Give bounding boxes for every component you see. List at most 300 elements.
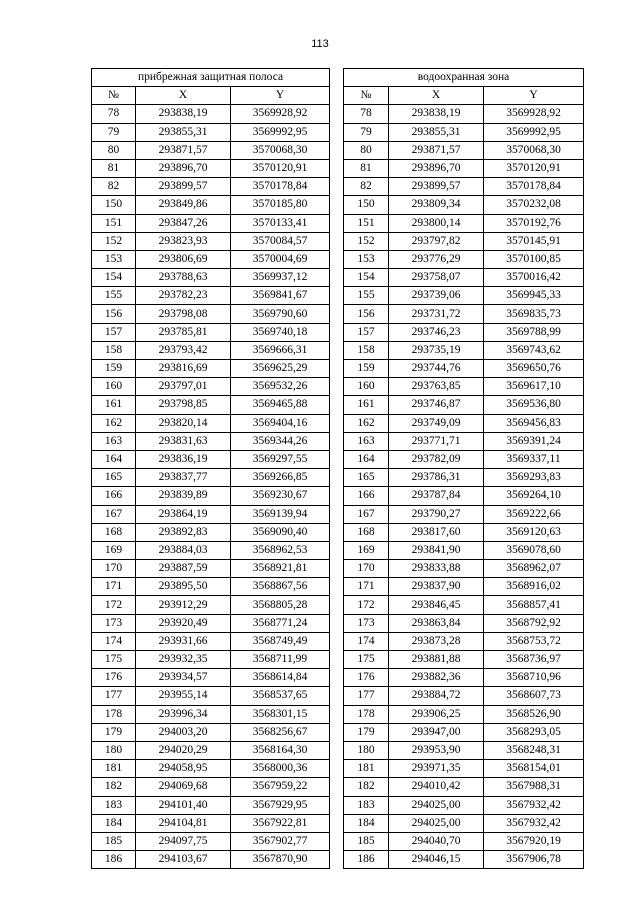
cell-x: 293839,89: [136, 487, 231, 505]
cell-x: 293873,28: [389, 632, 484, 650]
cell-y: 3569617,10: [484, 378, 584, 396]
cell-y: 3568749,49: [231, 632, 330, 650]
table-row: [92, 159, 330, 177]
cell-y: 3569222,66: [484, 505, 584, 523]
cell-x: 293823,93: [136, 232, 231, 250]
cell-number: 185: [92, 832, 136, 850]
column-header-number: №: [92, 87, 136, 105]
cell-y: 3569666,31: [231, 341, 330, 359]
cell-x: 293838,19: [389, 105, 484, 123]
cell-x: 293797,01: [136, 378, 231, 396]
cell-x: 293758,07: [389, 269, 484, 287]
table-row: [92, 723, 330, 741]
cell-x: 293855,31: [389, 123, 484, 141]
cell-x: 294101,40: [136, 796, 231, 814]
cell-number: 153: [92, 250, 136, 268]
cell-y: 3569456,83: [484, 414, 584, 432]
cell-y: 3570016,42: [484, 269, 584, 287]
cell-y: 3568256,67: [231, 723, 330, 741]
table-row: [344, 614, 584, 632]
table-row: [92, 269, 330, 287]
cell-x: 293934,57: [136, 669, 231, 687]
cell-y: 3569266,85: [231, 469, 330, 487]
cell-y: 3568753,72: [484, 632, 584, 650]
cell-number: 161: [344, 396, 389, 414]
cell-number: 168: [92, 523, 136, 541]
cell-number: 151: [92, 214, 136, 232]
cell-x: 293896,70: [136, 159, 231, 177]
cell-number: 180: [92, 741, 136, 759]
cell-y: 3568248,31: [484, 741, 584, 759]
table-row: [92, 832, 330, 850]
cell-number: 167: [92, 505, 136, 523]
table-row: [92, 705, 330, 723]
cell-x: 293899,57: [136, 178, 231, 196]
table-row: [344, 323, 584, 341]
cell-y: 3568857,41: [484, 596, 584, 614]
cell-x: 294040,70: [389, 832, 484, 850]
cell-y: 3570185,80: [231, 196, 330, 214]
cell-number: 152: [92, 232, 136, 250]
cell-y: 3569650,76: [484, 360, 584, 378]
cell-x: 293800,14: [389, 214, 484, 232]
table-row: [92, 614, 330, 632]
cell-x: 293787,84: [389, 487, 484, 505]
cell-y: 3570084,57: [231, 232, 330, 250]
cell-number: 163: [92, 432, 136, 450]
cell-x: 293849,86: [136, 196, 231, 214]
cell-number: 153: [344, 250, 389, 268]
cell-number: 170: [92, 560, 136, 578]
cell-y: 3569297,55: [231, 450, 330, 468]
cell-number: 158: [344, 341, 389, 359]
table-row: [344, 814, 584, 832]
table-row: [344, 123, 584, 141]
table-title: водоохранная зона: [344, 69, 584, 87]
table-row: [344, 796, 584, 814]
table-row: [344, 651, 584, 669]
cell-y: 3570004,69: [231, 250, 330, 268]
table-row: [92, 778, 330, 796]
table-row: [344, 141, 584, 159]
cell-y: 3570178,84: [484, 178, 584, 196]
table-row: [92, 687, 330, 705]
cell-y: 3567932,42: [484, 796, 584, 814]
table-row: [344, 723, 584, 741]
cell-x: 293882,36: [389, 669, 484, 687]
cell-number: 185: [344, 832, 389, 850]
cell-y: 3567929,95: [231, 796, 330, 814]
cell-y: 3569404,16: [231, 414, 330, 432]
cell-number: 80: [344, 141, 389, 159]
cell-x: 293746,23: [389, 323, 484, 341]
cell-number: 157: [92, 323, 136, 341]
cell-x: 293955,14: [136, 687, 231, 705]
cell-y: 3569992,95: [231, 123, 330, 141]
cell-number: 165: [92, 469, 136, 487]
cell-number: 80: [92, 141, 136, 159]
cell-number: 169: [92, 541, 136, 559]
cell-number: 157: [344, 323, 389, 341]
table-row: [92, 505, 330, 523]
table-row: [92, 287, 330, 305]
cell-number: 162: [344, 414, 389, 432]
cell-number: 176: [344, 669, 389, 687]
cell-x: 293892,83: [136, 523, 231, 541]
cell-number: 178: [92, 705, 136, 723]
cell-y: 3568736,97: [484, 651, 584, 669]
cell-number: 81: [344, 159, 389, 177]
cell-x: 293996,34: [136, 705, 231, 723]
cell-y: 3569337,11: [484, 450, 584, 468]
cell-x: 293836,19: [136, 450, 231, 468]
table-row: [92, 760, 330, 778]
cell-y: 3567922,81: [231, 814, 330, 832]
table-row: [92, 214, 330, 232]
table-row: [92, 741, 330, 759]
cell-number: 78: [92, 105, 136, 123]
cell-y: 3570068,30: [231, 141, 330, 159]
cell-number: 182: [344, 778, 389, 796]
cell-x: 293798,85: [136, 396, 231, 414]
cell-y: 3570192,76: [484, 214, 584, 232]
column-header-y: Y: [484, 87, 584, 105]
cell-y: 3568607,73: [484, 687, 584, 705]
table-row: [344, 214, 584, 232]
cell-x: 293790,27: [389, 505, 484, 523]
column-header-x: X: [389, 87, 484, 105]
cell-x: 293887,59: [136, 560, 231, 578]
cell-number: 78: [344, 105, 389, 123]
cell-x: 293899,57: [389, 178, 484, 196]
cell-y: 3568301,15: [231, 705, 330, 723]
cell-x: 293744,76: [389, 360, 484, 378]
table-row: [344, 560, 584, 578]
table-row: [92, 469, 330, 487]
cell-number: 154: [92, 269, 136, 287]
cell-x: 294025,00: [389, 814, 484, 832]
cell-y: 3569841,67: [231, 287, 330, 305]
table-row: [344, 469, 584, 487]
cell-x: 294003,20: [136, 723, 231, 741]
cell-y: 3567932,42: [484, 814, 584, 832]
cell-number: 159: [92, 360, 136, 378]
cell-number: 181: [92, 760, 136, 778]
table-row: [344, 760, 584, 778]
cell-number: 150: [344, 196, 389, 214]
table-row: [344, 196, 584, 214]
cell-number: 175: [92, 651, 136, 669]
cell-x: 293953,90: [389, 741, 484, 759]
cell-x: 293947,00: [389, 723, 484, 741]
cell-number: 152: [344, 232, 389, 250]
cell-y: 3568771,24: [231, 614, 330, 632]
table-row: [92, 105, 330, 123]
table-row: [92, 232, 330, 250]
cell-x: 293820,14: [136, 414, 231, 432]
table-row: [344, 505, 584, 523]
cell-x: 293731,72: [389, 305, 484, 323]
cell-number: 173: [92, 614, 136, 632]
cell-number: 167: [344, 505, 389, 523]
cell-y: 3568000,36: [231, 760, 330, 778]
cell-y: 3569625,29: [231, 360, 330, 378]
cell-y: 3568711,99: [231, 651, 330, 669]
cell-number: 81: [92, 159, 136, 177]
cell-x: 293806,69: [136, 250, 231, 268]
page-number: 113: [311, 38, 329, 50]
table-row: [92, 578, 330, 596]
cell-y: 3568921,81: [231, 560, 330, 578]
cell-x: 293816,69: [136, 360, 231, 378]
cell-number: 171: [344, 578, 389, 596]
cell-y: 3569532,26: [231, 378, 330, 396]
table-row: [344, 378, 584, 396]
cell-x: 293788,63: [136, 269, 231, 287]
cell-x: 294103,67: [136, 851, 231, 869]
cell-number: 179: [92, 723, 136, 741]
table-row: [344, 523, 584, 541]
cell-x: 293971,35: [389, 760, 484, 778]
cell-x: 293863,84: [389, 614, 484, 632]
cell-x: 293838,19: [136, 105, 231, 123]
cell-number: 178: [344, 705, 389, 723]
cell-y: 3569264,10: [484, 487, 584, 505]
cell-x: 293895,50: [136, 578, 231, 596]
table-row: [92, 541, 330, 559]
cell-y: 3567906,78: [484, 851, 584, 869]
table-row: [344, 159, 584, 177]
cell-x: 293855,31: [136, 123, 231, 141]
coastal-protection-strip-table: [91, 68, 330, 869]
cell-y: 3567988,31: [484, 778, 584, 796]
table-row: [344, 741, 584, 759]
cell-number: 184: [92, 814, 136, 832]
cell-y: 3567870,90: [231, 851, 330, 869]
table-row: [92, 323, 330, 341]
cell-x: 293771,71: [389, 432, 484, 450]
cell-x: 293785,81: [136, 323, 231, 341]
table-row: [344, 105, 584, 123]
table-row: [92, 396, 330, 414]
table-row: [344, 851, 584, 869]
cell-y: 3570120,91: [231, 159, 330, 177]
cell-y: 3570068,30: [484, 141, 584, 159]
cell-number: 172: [344, 596, 389, 614]
cell-number: 165: [344, 469, 389, 487]
table-row: [92, 432, 330, 450]
cell-y: 3570100,85: [484, 250, 584, 268]
cell-y: 3568537,65: [231, 687, 330, 705]
cell-x: 294097,75: [136, 832, 231, 850]
cell-x: 293932,35: [136, 651, 231, 669]
cell-x: 293793,42: [136, 341, 231, 359]
cell-y: 3569139,94: [231, 505, 330, 523]
cell-x: 293831,63: [136, 432, 231, 450]
cell-y: 3569788,99: [484, 323, 584, 341]
cell-number: 79: [92, 123, 136, 141]
cell-x: 293749,09: [389, 414, 484, 432]
cell-y: 3568526,90: [484, 705, 584, 723]
table-row: [92, 414, 330, 432]
table-row: [92, 341, 330, 359]
cell-number: 174: [92, 632, 136, 650]
cell-x: 294058,95: [136, 760, 231, 778]
cell-number: 181: [344, 760, 389, 778]
table-row: [92, 560, 330, 578]
table-row: [92, 123, 330, 141]
cell-y: 3568867,56: [231, 578, 330, 596]
table-row: [92, 669, 330, 687]
cell-x: 293739,06: [389, 287, 484, 305]
cell-x: 293786,31: [389, 469, 484, 487]
cell-x: 293837,77: [136, 469, 231, 487]
cell-y: 3569945,33: [484, 287, 584, 305]
cell-x: 293881,88: [389, 651, 484, 669]
table-row: [344, 341, 584, 359]
cell-y: 3568710,96: [484, 669, 584, 687]
table-row: [344, 832, 584, 850]
cell-y: 3569536,80: [484, 396, 584, 414]
table-row: [344, 687, 584, 705]
table-row: [344, 596, 584, 614]
table-row: [92, 450, 330, 468]
cell-number: 179: [344, 723, 389, 741]
table-row: [92, 523, 330, 541]
cell-y: 3568154,01: [484, 760, 584, 778]
cell-x: 293871,57: [136, 141, 231, 159]
cell-x: 293884,03: [136, 541, 231, 559]
table-body: [92, 105, 330, 869]
column-header-y: Y: [231, 87, 330, 105]
table-title: прибрежная защитная полоса: [92, 69, 330, 87]
cell-x: 293776,29: [389, 250, 484, 268]
cell-number: 155: [92, 287, 136, 305]
cell-y: 3569078,60: [484, 541, 584, 559]
table-row: [344, 450, 584, 468]
table-row: [344, 487, 584, 505]
cell-y: 3567959,22: [231, 778, 330, 796]
cell-number: 82: [92, 178, 136, 196]
cell-x: 293763,85: [389, 378, 484, 396]
cell-number: 154: [344, 269, 389, 287]
table-row: [92, 305, 330, 323]
cell-number: 183: [344, 796, 389, 814]
table-row: [92, 796, 330, 814]
cell-number: 168: [344, 523, 389, 541]
cell-y: 3569344,26: [231, 432, 330, 450]
cell-number: 155: [344, 287, 389, 305]
cell-x: 293920,49: [136, 614, 231, 632]
cell-x: 293797,82: [389, 232, 484, 250]
cell-number: 160: [344, 378, 389, 396]
cell-y: 3568164,30: [231, 741, 330, 759]
cell-y: 3570145,91: [484, 232, 584, 250]
cell-y: 3570133,41: [231, 214, 330, 232]
table-row: [344, 250, 584, 268]
table-row: [344, 178, 584, 196]
cell-number: 151: [344, 214, 389, 232]
cell-number: 176: [92, 669, 136, 687]
water-protection-zone-table: [343, 68, 584, 869]
cell-x: 294020,29: [136, 741, 231, 759]
cell-number: 163: [344, 432, 389, 450]
cell-number: 164: [92, 450, 136, 468]
cell-x: 293798,08: [136, 305, 231, 323]
cell-y: 3570120,91: [484, 159, 584, 177]
cell-number: 184: [344, 814, 389, 832]
cell-x: 294046,15: [389, 851, 484, 869]
table-row: [92, 141, 330, 159]
cell-number: 156: [344, 305, 389, 323]
cell-x: 293847,26: [136, 214, 231, 232]
table-row: [344, 541, 584, 559]
cell-number: 166: [92, 487, 136, 505]
table-row: [344, 396, 584, 414]
cell-number: 186: [92, 851, 136, 869]
cell-number: 158: [92, 341, 136, 359]
table-row: [344, 778, 584, 796]
cell-y: 3568916,02: [484, 578, 584, 596]
cell-y: 3569230,67: [231, 487, 330, 505]
table-row: [92, 196, 330, 214]
cell-number: 162: [92, 414, 136, 432]
cell-x: 293906,25: [389, 705, 484, 723]
column-header-number: №: [344, 87, 389, 105]
table-row: [344, 632, 584, 650]
cell-x: 294069,68: [136, 778, 231, 796]
cell-x: 293871,57: [389, 141, 484, 159]
cell-number: 177: [344, 687, 389, 705]
cell-number: 182: [92, 778, 136, 796]
cell-number: 160: [92, 378, 136, 396]
cell-x: 293884,72: [389, 687, 484, 705]
cell-number: 170: [344, 560, 389, 578]
cell-x: 293864,19: [136, 505, 231, 523]
table-row: [344, 232, 584, 250]
table-row: [92, 378, 330, 396]
table-body: [344, 105, 584, 869]
cell-y: 3568805,28: [231, 596, 330, 614]
table-row: [344, 669, 584, 687]
cell-number: 177: [92, 687, 136, 705]
cell-y: 3570178,84: [231, 178, 330, 196]
table-row: [92, 814, 330, 832]
cell-number: 161: [92, 396, 136, 414]
table-row: [344, 432, 584, 450]
table-row: [92, 651, 330, 669]
cell-y: 3569465,88: [231, 396, 330, 414]
cell-number: 180: [344, 741, 389, 759]
cell-number: 175: [344, 651, 389, 669]
cell-number: 156: [92, 305, 136, 323]
column-header-x: X: [136, 87, 231, 105]
cell-number: 164: [344, 450, 389, 468]
table-row: [92, 851, 330, 869]
cell-number: 183: [92, 796, 136, 814]
cell-y: 3569120,63: [484, 523, 584, 541]
table-row: [344, 305, 584, 323]
cell-x: 293837,90: [389, 578, 484, 596]
cell-y: 3568614,84: [231, 669, 330, 687]
cell-number: 159: [344, 360, 389, 378]
table-row: [92, 632, 330, 650]
table-row: [92, 250, 330, 268]
cell-x: 293841,90: [389, 541, 484, 559]
table-row: [344, 287, 584, 305]
cell-y: 3568962,53: [231, 541, 330, 559]
table-row: [344, 414, 584, 432]
